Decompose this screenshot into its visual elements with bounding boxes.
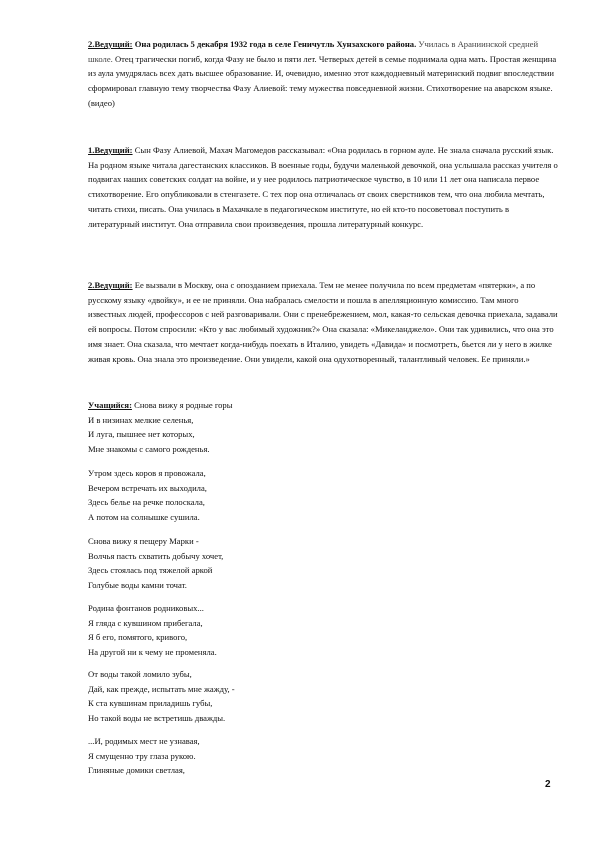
page-number: 2: [545, 779, 551, 790]
poem-line: Дай, как прежде, испытать мне жажду, -: [88, 683, 235, 694]
poem-line: От воды такой ломило зубы,: [88, 669, 192, 679]
poem-stanza-1: [88, 398, 388, 457]
poem-stanza-6: [88, 734, 388, 778]
poem-line: К ста кувшинам приладишь губы,: [88, 698, 213, 709]
bold-text: Она родилась 5 декабря 1932 года в селе Геничутль Хунзахского района.: [132, 39, 417, 49]
speaker-label: Учащийся:: [88, 400, 132, 410]
poem-stanza-3: [88, 534, 388, 593]
poem-line: Вечером встречать их выходила,: [88, 482, 207, 493]
poem-stanza-4: [88, 601, 388, 660]
poem-line: Но такой воды не встретишь дважды.: [88, 713, 226, 724]
paragraph-text: Ее вызвали в Москву, она с опозданием приехала. Тем не менее получила по всем предметам «пятерки», а по русскому языку «двойку», и ее не приняли. Она набралась смелости и пошла в апелляционную комиссию. Там много известных людей, профессоров с ней разговаривали. Они с пренебрежением, мол, какая-то сельская девочка приехала, задавали ей вопросы. Потом спросили: «Кто у вас любимый художник?» Она сказала: «Микеланджело». Они так удивились, что она это имя знает. Она сказала, что мечтает когда-нибудь поехать в Италию, увидеть «Давида» и посмотреть, бьется ли у него в жилке живая кровь. Она знала это произведение. Они увидели, какой она одухотворенный, талантливый человек. Ее приняли.»: [88, 280, 558, 364]
poem-line: Здесь белье на речке полоскала,: [88, 497, 205, 508]
poem-line: Я смущенно тру глаза рукою.: [88, 750, 196, 761]
speaker-label: 1.Ведущий:: [88, 145, 133, 155]
poem-stanza-5: [88, 667, 388, 726]
poem-stanza-2: [88, 466, 388, 525]
poem-line: [88, 398, 388, 413]
poem-line: Снова вижу я пещеру Марки -: [88, 536, 199, 546]
poem-line: А потом на солнышке сушила.: [88, 512, 200, 523]
poem-line: Утром здесь коров я провожала,: [88, 468, 206, 478]
poem-line: И луга, пышнее нет которых,: [88, 429, 195, 440]
section-3-paragraph: [88, 278, 558, 366]
paragraph-text: Сын Фазу Алиевой, Махач Магомедов рассказывал: «Она родилась в горном ауле. Не знала сначала русский язык. На родном языке читала дагестанских классиков. В военные годы, будучи маленькой девочкой, она услышала рассказ учителя о подвигах наших советских солдат на войне, и у нее родилось патриотическое чувство, в 10 или 11 лет она написала первое стихотворение. Его опубликовали в стенгазете. С тех пор она отличалась от своих сверстников тем, что она любила мечтать, читать стихи, писать. Она училась в Махачкале в педагогическом институте, но ей кто-то посоветовал поступить в литературный институт. Она отправила свои произведения, прошла литературный конкурс.: [88, 145, 558, 229]
poem-line: Здесь стоялась под тяжелой аркой: [88, 565, 213, 576]
speaker-label: 2.Ведущий:: [88, 39, 133, 49]
grey-text: Училась в Араниинской средней школе.: [88, 39, 539, 64]
poem-line: И в низинах мелкие селенья,: [88, 414, 194, 425]
poem-line: Я гляда с кувшином прибегала,: [88, 617, 203, 628]
poem-line-text: Снова вижу я родные горы: [131, 400, 233, 410]
poem-line: Родина фонтанов родниковых...: [88, 603, 204, 613]
paragraph-text: Отец трагически погиб, когда Фазу не было и пяти лет. Четверых детей в семье поднимала одна мать. Простая женщина из аула умудрялась всех дать высшее образование. И, очевидно, именно этот каждодневный материнский подвиг впоследствии сформировал главную тему творчества Фазу Алиевой: тему мужества повседневной жизни. Стихотворение на аварском языке.(видео): [88, 53, 557, 108]
poem-line: Мне знакомы с самого рожденья.: [88, 444, 210, 455]
poem-line: Глиняные домики светлая,: [88, 765, 185, 776]
section-1-paragraph: [88, 37, 558, 111]
poem-line: ...И, родимых мест не узнавая,: [88, 736, 200, 746]
poem-line: На другой ни к чему не променяла.: [88, 647, 217, 658]
speaker-label: 2.Ведущий:: [88, 280, 133, 290]
poem-line: Я б его, помятого, кривого,: [88, 632, 188, 643]
section-2-paragraph: [88, 143, 558, 231]
poem-line: Волчья пасть схватить добычу хочет,: [88, 550, 224, 561]
poem-line: Голубые воды камни точат.: [88, 580, 187, 591]
